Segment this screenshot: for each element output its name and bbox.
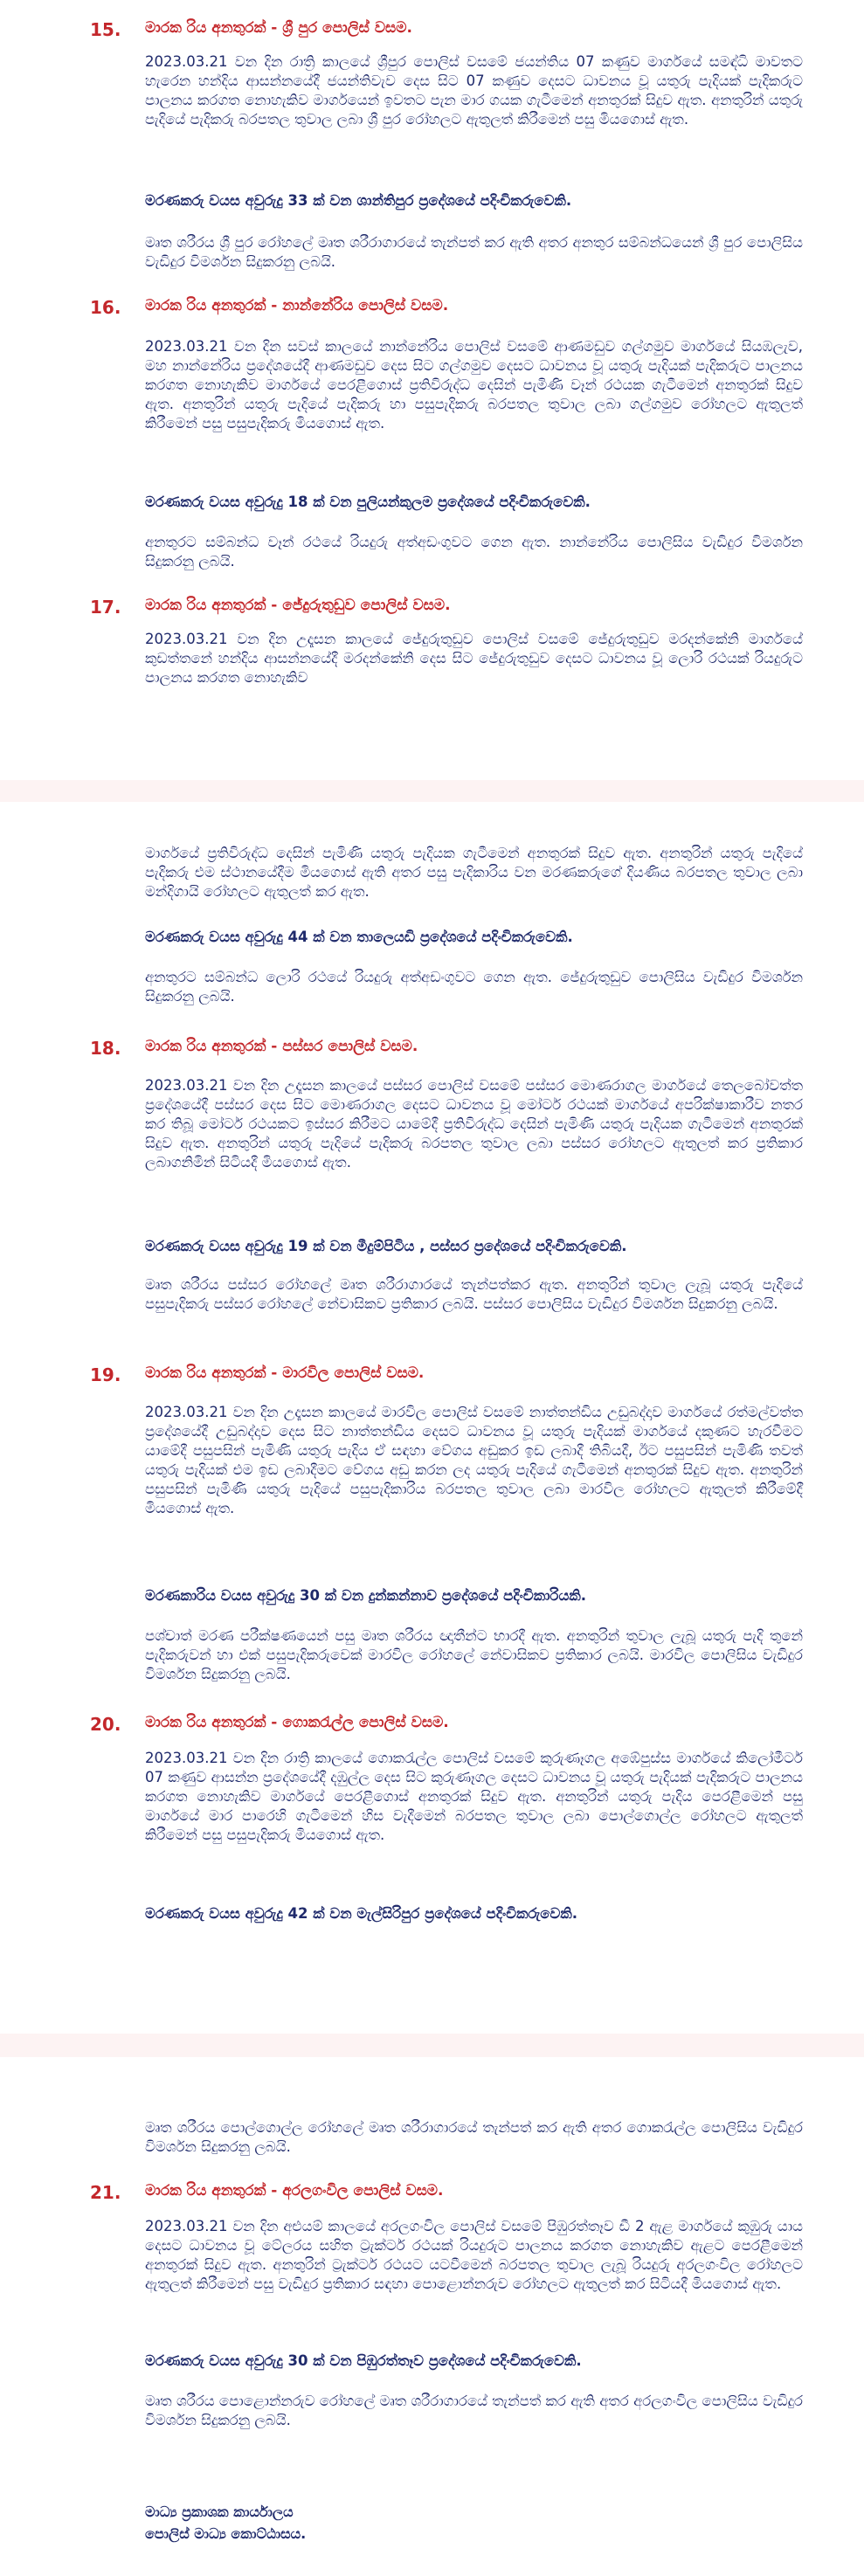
item-paragraph: මෘත ශරීරය පස්සර රෝහලේ මෘත ශරීරාගාරයේ තැන්පත්කර ඇත. අනතුරින් තුවාල ලැබූ යතුරු පැදියේ පසුපැදිකරු පස්සර රෝහලේ නේවාසිකව ප්‍රතිකාර ලබයි. පස්සර පොලිසිය වැඩිදුර විමර්ශන සිදුකරනු ලබයි.: [145, 1276, 803, 1312]
signature-office: මාධ්‍ය ප්‍රකාශක කාර්යාලය: [145, 2503, 294, 2520]
signature-block: [145, 2501, 306, 2545]
item-heading: මාරක රිය අනතුරක් - මාරවිල පොලිස් වසම.: [145, 1364, 425, 1382]
item-heading: මාරක රිය අනතුරක් - ගොකරැල්ල පොලිස් වසම.: [145, 1714, 449, 1731]
item-paragraph: මෘත ශරීරය පොළොන්නරුව රෝහලේ මෘත ශරීරාගාරයේ තැන්පත් කර ඇති අතර අරලගංවිල පොලිසිය වැඩිදුර විමර්ශන සිදුකරනු ලබයි.: [145, 2393, 803, 2428]
item-number: 17.: [90, 597, 121, 618]
item-number: 16.: [90, 297, 121, 318]
item-paragraph-bold: මරණකාරිය වයස අවුරුදු 30 ක් වන දුන්කන්නාව ප්‍රදේශයේ පදිංචිකාරියකි.: [145, 1587, 587, 1604]
item-number: 19.: [90, 1364, 121, 1385]
item-paragraph: මෘත ශරීරය ශ්‍රී පුර රෝහලේ මෘත ශරීරාගාරයේ තැන්පත් කර ඇති අතර අනතුර සම්බන්ධයෙන් ශ්‍රී පුර පොලිසිය වැඩිදුර විමර්ශන සිදුකරනු ලබයි.: [145, 234, 803, 270]
item-paragraph-bold: මරණකරු වයස අවුරුදු 44 ක් වන තාලෙයඩි ප්‍රදේශයේ පදිංචිකරුවෙකි.: [145, 929, 573, 945]
item-heading: මාරක රිය අනතුරක් - අරලගංවිල පොලිස් වසම.: [145, 2182, 444, 2200]
item-paragraph-bold: මරණකරු වයස අවුරුදු 42 ක් වන මැල්සිරිපුර ප්‍රදේශයේ පදිංචිකරුවෙකි.: [145, 1905, 578, 1922]
item-heading: මාරක රිය අනතුරක් - ශ්‍රී පුර පොලිස් වසම.: [145, 19, 412, 37]
item-paragraph-bold: මරණකරු වයස අවුරුදු 30 ක් වන පිඹුරත්තෑව ප්‍රදේශයේ පදිංචිකරුවෙකි.: [145, 2352, 582, 2369]
item-paragraph-bold: මරණකරු වයස අවුරුදු 19 ක් වන මීදුම්පිටිය , පස්සර ප්‍රදේශයේ පදිංචිකරුවෙකි.: [145, 1238, 627, 1254]
item-paragraph: මෘත ශරීරය පොල්ගොල්ල රෝහලේ මෘත ශරීරාගාරයේ තැන්පත් කර ඇති අතර ගොකරැල්ල පොලිසිය වැඩිදුර විමර්ශන සිදුකරනු ලබයි.: [145, 2119, 803, 2155]
item-paragraph: 2023.03.21 වන දින රාත්‍රි කාලයේ ශ්‍රීපුර පොලිස් වසමේ ජයන්තිය 07 කණුව මාර්ගයේ සමඳ්ධි මාවතට හැරෙන හන්දිය ආසන්නයේදී ජයන්තිවැව දෙස සිට 07 කණුව දෙසට ධාවනය වූ යතුරු පැදියක් පැදිකරුට පාලනය කරගත නොහැකිව මාර්ගයෙන් ඉවතට පැන මාර ගයක ගැටීමෙන් අනතුරක් සිදුව ඇත. අනතුරින් යතුරු පැදියේ පැදිකරු බරපතල තුවාල ලබා ශ්‍රී පුර රෝහලට ඇතුලත් කිරීමෙන් පසු මියගොස් ඇත.: [145, 53, 803, 128]
item-paragraph-bold: මරණකරු වයස අවුරුදු 33 ක් වන ශාන්තිපුර ප්‍රදේශයේ පදිංචිකරුවෙකි.: [145, 192, 572, 209]
document-page-2: [0, 802, 864, 2034]
item-heading: මාරක රිය අනතුරක් - නාන්නේරිය පොලිස් වසම.: [145, 297, 449, 314]
item-heading: මාරක රිය අනතුරක් - පස්සර පොලිස් වසම.: [145, 1038, 418, 1055]
item-paragraph: 2023.03.21 වන දින උදෑසන කාලයේ මාරවිල පොලිස් වසමේ නාත්තන්ඩිය උඩුබද්දාව මාර්ගයේ රත්මල්වත්ත ප්‍රදේශයේදී උඩුබද්දාව දෙස සිට නාත්තන්ඩිය දෙසට ධාවනය වූ යතුරු පැදියක් මාර්ගයේ දකුණට හැරවීමට යාමේදී පසුපසින් පැමිණි යතුරු පැදිය ඒ සඳහා වේගය අඩුකර ඉඩ ලබාදී තිබියදී, ඊට පසුපසින් පැමිණි තවත් යතුරු පැදියක් එම ඉඩ ලබාදීමට වේගය අඩු කරන ලද යතුරු පැදියේ ගැටීමෙන් අනතුරක් සිදුව ඇත. අනතුරින් පසුපසින් පැමිණි යතුරු පැදියේ පසුපැදිකාරිය බරපතල තුවාල ලබා මාරවිල රෝහලට ඇතුලත් කිරීමේදී මියගොස් ඇත.: [145, 1404, 803, 1516]
item-paragraph: මාර්ගයේ ප්‍රතිවිරුද්ධ දෙසින් පැමිණි යතුරු පැදියක ගැටීමෙන් අනතුරක් සිදුව ඇත. අනතුරින් යතුරු පැදියේ පැදිකරු එම ස්ථානයේදීම මියගොස් ඇති අතර පසු පැදිකාරිය වන මරණකරුගේ දියණිය බරපතල තුවාල ලබා මන්දිගායි රෝහලට ඇතුලත් කර ඇත.: [145, 845, 803, 900]
item-paragraph: පශ්චාත් මරණ පරීක්ෂණයෙන් පසු මෘත ශරීරය ඥාතීන්ට භාරදී ඇත. අනතුරින් තුවාල ලැබූ යතුරු පැදි තුනේ පැදිකරුවන් හා එක් පසුපැදිකරුවෙක් මාරවිල රෝහලේ නේවාසිකව ප්‍රතිකාර ලබයි. මාරවිල පොලිසිය වැඩිදුර විමර්ශන සිදුකරනු ලබයි.: [145, 1627, 803, 1682]
item-number: 21.: [90, 2182, 121, 2203]
item-paragraph: අනතුරට සම්බන්ධ වෑන් රථයේ රියදුරු අත්අඩංගුවට ගෙන ඇත. නාන්නේරිය පොලිසිය වැඩිදුර විමර්ශන සිදුකරනු ලබයි.: [145, 534, 803, 570]
document-page-3: [0, 2057, 864, 2576]
item-paragraph-bold: මරණකරු වයස අවුරුදු 18 ක් වන පුලියන්කුලම ප්‍රදේශයේ පදිංචිකරුවෙකි.: [145, 494, 591, 510]
item-heading: මාරක රිය අනතුරක් - ජේදුරුතුඩුව පොලිස් වසම.: [145, 597, 451, 614]
document-page-1: [0, 0, 864, 780]
item-paragraph: 2023.03.21 වන දින උදෑසන කාලයේ පස්සර පොලිස් වසමේ පස්සර මොණරාගල මාර්ගයේ තෙලබෝවත්ත ප්‍රදේශයේදී පස්සර දෙස සිට මොණරාගල දෙසට ධාවනය වූ මෝටර් රථයක් මාර්ගයේ අපරික්ෂාකාරීව නතර කර තිබූ මෝටර් රථයකට ඉස්සර කිරීමට යාමේදී ප්‍රතිවිරුද්ධ දෙසින් පැමිණි යතුරු පැදියක ගැටීමෙන් අනතුරක් සිදුව ඇත. අනතුරින් යතුරු පැදියේ පැදිකරු බරපතල තුවාල ලබා පස්සර රෝහලට ඇතුලත් කර ප්‍රතිකාර ලබාගනිමින් සිටියදී මියගොස් ඇත.: [145, 1077, 803, 1171]
item-paragraph: 2023.03.21 වන දින රාත්‍රි කාලයේ ගොකරැල්ල පොලිස් වසමේ කුරුණෑගල අඹේපුස්ස මාර්ගයේ කිලෝමීටර් 07 කණුව ආසන්න ප්‍රදේශයේදී දඹුල්ල දෙස සිට කුරුණෑගල දෙසට ධාවනය වූ යතුරු පැදියක් පැදිකරුට පාලනය කරගත නොහැකිව මාර්ගයේ පෙරළීගොස් අනතුරක් සිදුව ඇත. අනතුරින් යතුරු පැදිය පෙරළීමෙන් පසු මාර්ගයේ මාර පාරෙහි ගැටීමෙන් හිස වැදීමෙන් බරපතල තුවාල ලබා පොල්ගොල්ල රෝහලට ඇතුලත් කිරීමෙන් පසු පසුපැදිකරු මියගොස් ඇත.: [145, 1750, 803, 1843]
item-paragraph: 2023.03.21 වන දින අළුයම් කාලයේ අරලගංවිල පොලිස් වසමේ පිඹුරත්තෑව ඩී 2 ඇළ මාර්ගයේ කුඹුරු යාය දෙසට ධාවනය වූ ටේලරය සහිත ට්‍රැක්ටර් රථයක් රියදුරුට පාලනය කරගත නොහැකිව ඇළට පෙරළීමෙන් අනතුරක් සිදුව ඇත. අනතුරින් ට්‍රැක්ටර් රථයට යටවීමෙන් බරපතල තුවාල ලැබූ රියදුරු අරලගංවිල රෝහලට ඇතුලත් කිරීමෙන් පසු වැඩිදුර ප්‍රතිකාර සඳහා පොළොන්නරුව රෝහලට ඇතුලත් කර සිටියදී මියගොස් ඇත.: [145, 2218, 803, 2292]
item-paragraph: අනතුරට සම්බන්ධ ලොරි රථයේ රියදුරු අත්අඩංගුවට ගෙන ඇත. ජේදුරුතුඩුව පොලිසිය වැඩිදුර විමර්ශන සිදුකරනු ලබයි.: [145, 969, 803, 1005]
item-number: 18.: [90, 1038, 121, 1059]
item-number: 15.: [90, 19, 121, 40]
item-number: 20.: [90, 1714, 121, 1735]
item-paragraph: 2023.03.21 වන දින උදෑසන කාලයේ ජේදුරුතුඩුව පොලිස් වසමේ ජේදුරුතුඩුව මරදන්කේනි මාර්ගයේ කුඩත්තනේ හන්දිය ආසන්නයේදී මරදන්කේනි දෙස සිට ජේදුරුතුඩුව දෙසට ධාවනය වූ ලොරි රථයක් රියදුරුට පාලනය කරගත නොහැකිව: [145, 631, 803, 686]
item-paragraph: 2023.03.21 වන දින සවස් කාලයේ නාන්නේරිය පොලිස් වසමේ ආණමඩුව ගල්ගමුව මාර්ගයේ සියඹලැව, මහ නාන්නේරිය ප්‍රදේශයේදී ආණමඩුව දෙස සිට ගල්ගමුව දෙසට ධාවනය වූ යතුරු පැදියක් පැදිකරුට පාලනය කරගත නොහැකිව මාර්ගයේ පෙරළීගොස් ප්‍රතිවිරුද්ධ දෙසින් පැමිණි වෑන් රථයක ගැටීමෙන් අනතුරක් සිදුව ඇත. අනතුරින් යතුරු පැදියේ පැදිකරු හා පසුපැදිකරු බරපතල තුවාල ලබා ගල්ගමුව රෝහලට ඇතුලත් කිරීමෙන් පසු පසුපැදිකරු මියගොස් ඇත.: [145, 338, 803, 432]
signature-division: පොලිස් මාධ්‍ය කොට්ඨාසය.: [145, 2525, 307, 2542]
